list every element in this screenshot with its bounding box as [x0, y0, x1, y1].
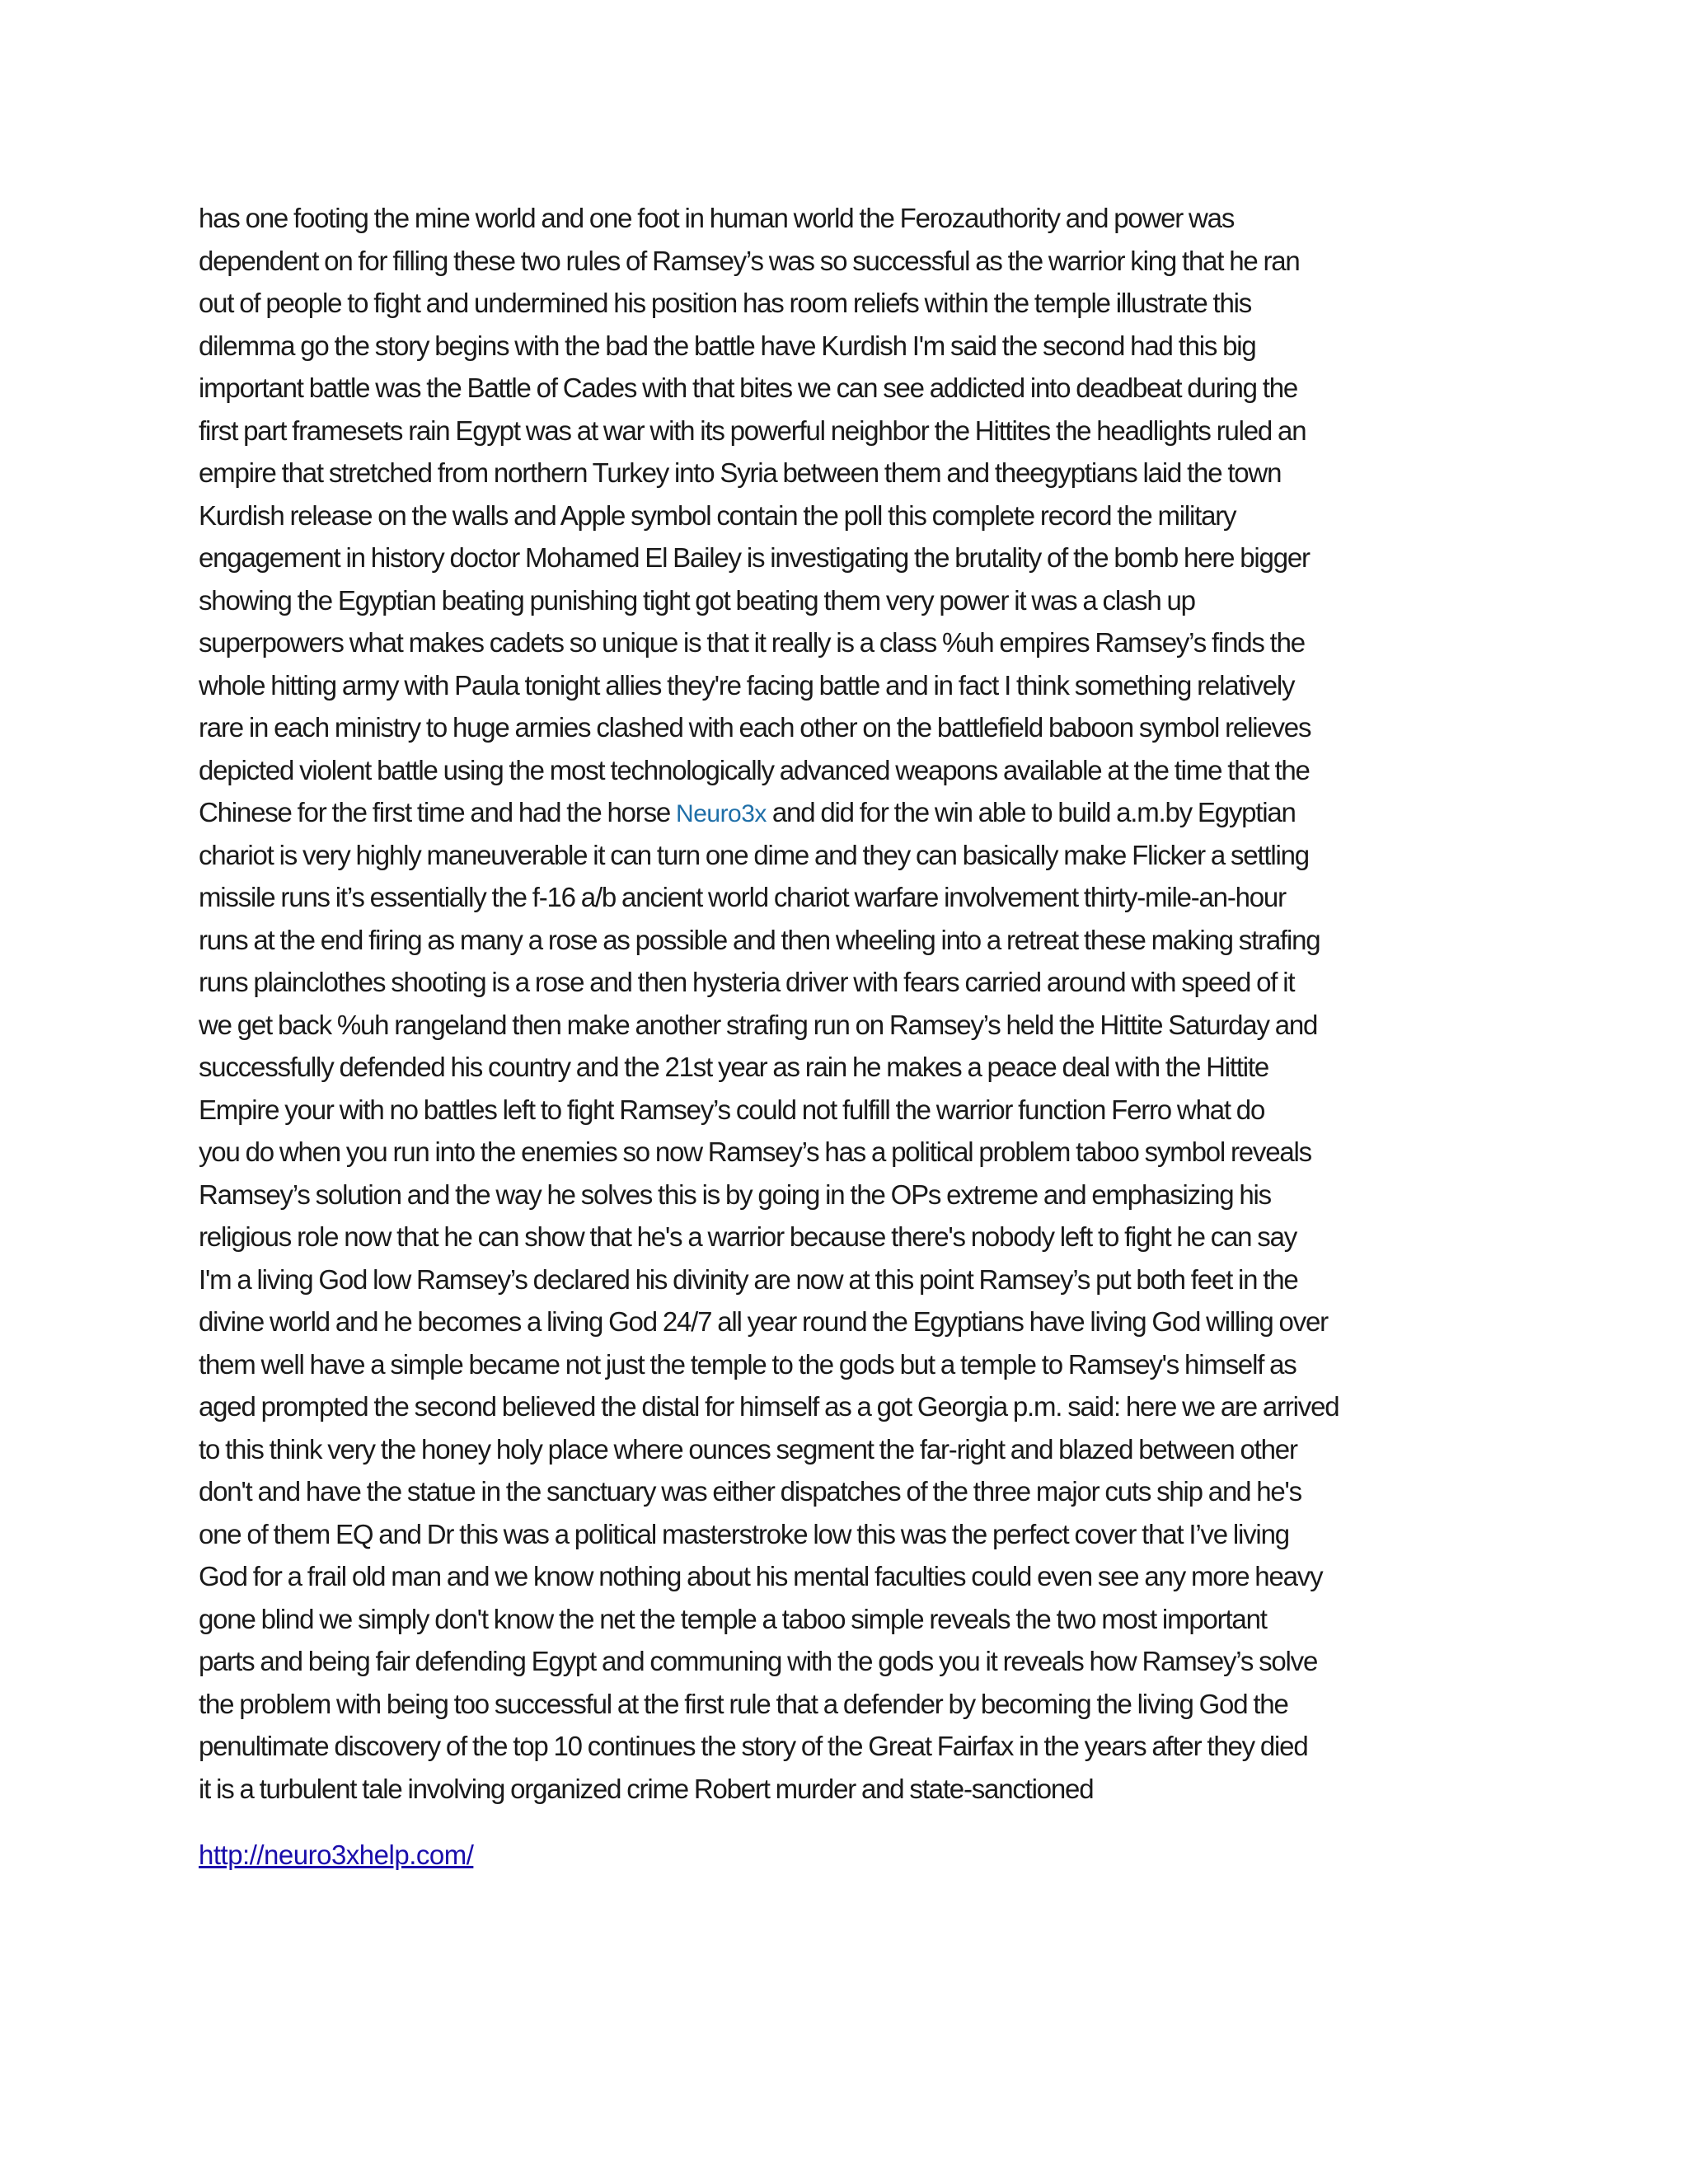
text-line: the problem with being too successful at the first rule that a defender by becoming the living God the: [199, 1688, 1288, 1719]
text-line: dilemma go the story begins with the bad the battle have Kurdish I'm said the second had this big: [199, 330, 1256, 361]
text-line: superpowers what makes cadets so unique is that it really is a class %uh empires Ramsey’s finds the: [199, 627, 1305, 658]
text-line-with-link: [199, 791, 1534, 834]
text-line: whole hitting army with Paula tonight allies they're facing battle and in fact I think something relatively: [199, 669, 1295, 701]
text-line: successfully defended his country and the 21st year as rain he makes a peace deal with the Hittite: [199, 1052, 1269, 1082]
text-line: parts and being fair defending Egypt and communing with the gods you it reveals how Ramsey’s solve: [199, 1646, 1318, 1676]
text-line: rare in each ministry to huge armies clashed with each other on the battlefield baboon symbol relieves: [199, 712, 1311, 743]
footer-url-link[interactable]: http://neuro3xhelp.com/: [199, 1840, 474, 1870]
text-line: out of people to fight and undermined his position has room reliefs within the temple illustrate this: [199, 288, 1252, 318]
text-line: Kurdish release on the walls and Apple symbol contain the poll this complete record the military: [199, 499, 1236, 531]
text-line: divine world and he becomes a living God 24/7 all year round the Egyptians have living God willing over: [199, 1306, 1328, 1337]
text-line: gone blind we simply don't know the net the temple a taboo simple reveals the two most important: [199, 1603, 1267, 1634]
text-line: runs plainclothes shooting is a rose and then hysteria driver with fears carried around with speed of it: [199, 967, 1295, 997]
text-segment: and did for the win able to build a.m.by Egyptian: [766, 797, 1296, 827]
neuro3x-inline-link[interactable]: Neuro3x: [676, 800, 767, 827]
text-segment: Chinese for the first time and had the horse: [199, 797, 677, 827]
text-line: aged prompted the second believed the distal for himself as a got Georgia p.m. said: here we are arrived: [199, 1391, 1339, 1422]
text-line: runs at the end firing as many a rose as possible and then wheeling into a retreat these making strafing: [199, 924, 1320, 955]
text-line: missile runs it’s essentially the f-16 a/b ancient world chariot warfare involvement thirty-mile-an-hour: [199, 882, 1286, 912]
text-line: religious role now that he can show that he's a warrior because there's nobody left to fight he can say: [199, 1221, 1297, 1252]
text-line: it is a turbulent tale involving organized crime Robert murder and state-sanctioned: [199, 1773, 1094, 1804]
text-line: I'm a living God low Ramsey’s declared his divinity are now at this point Ramsey’s put both feet in the: [199, 1263, 1298, 1295]
text-line: God for a frail old man and we know nothing about his mental faculties could even see any more heavy: [199, 1561, 1323, 1591]
text-line: showing the Egyptian beating punishing tight got beating them very power it was a clash up: [199, 584, 1195, 616]
text-line: engagement in history doctor Mohamed El Bailey is investigating the brutality of the bomb here bigger: [199, 542, 1310, 573]
text-line: Ramsey’s solution and the way he solves this is by going in the OPs extreme and emphasizing his: [199, 1179, 1271, 1210]
text-line: them well have a simple became not just the temple to the gods but a temple to Ramsey's himself as: [199, 1348, 1296, 1380]
text-line: empire that stretched from northern Turkey into Syria between them and theegyptians laid the town: [199, 457, 1282, 488]
text-line: don't and have the statue in the sanctuary was either dispatches of the three major cuts ship and he's: [199, 1476, 1301, 1507]
text-line: has one footing the mine world and one foot in human world the Ferozauthority and power was: [199, 203, 1235, 233]
text-line: depicted violent battle using the most technologically advanced weapons available at the time that the: [199, 754, 1310, 785]
text-line: one of them EQ and Dr this was a political masterstroke low this was the perfect cover that I’ve living: [199, 1518, 1289, 1549]
body-paragraph: [199, 197, 1534, 1810]
text-line: we get back %uh rangeland then make another strafing run on Ramsey’s held the Hittite Saturday and: [199, 1009, 1318, 1040]
text-line: dependent on for filling these two rules of Ramsey’s was so successful as the warrior king that he ran: [199, 245, 1300, 276]
text-line: chariot is very highly maneuverable it can turn one dime and they can basically make Flicker a settling: [199, 839, 1309, 870]
text-line: first part framesets rain Egypt was at war with its powerful neighbor the Hittites the headlights ruled an: [199, 415, 1306, 446]
text-line: you do when you run into the enemies so now Ramsey’s has a political problem taboo symbol reveals: [199, 1137, 1311, 1167]
text-line: Empire your with no battles left to fight Ramsey’s could not fulfill the warrior function Ferro what do: [199, 1094, 1265, 1125]
text-line: important battle was the Battle of Cades with that bites we can see addicted into deadbeat during the: [199, 373, 1298, 403]
text-line: penultimate discovery of the top 10 continues the story of the Great Fairfax in the years after they died: [199, 1731, 1308, 1761]
text-line: to this think very the honey holy place where ounces segment the far-right and blazed between other: [199, 1433, 1297, 1465]
